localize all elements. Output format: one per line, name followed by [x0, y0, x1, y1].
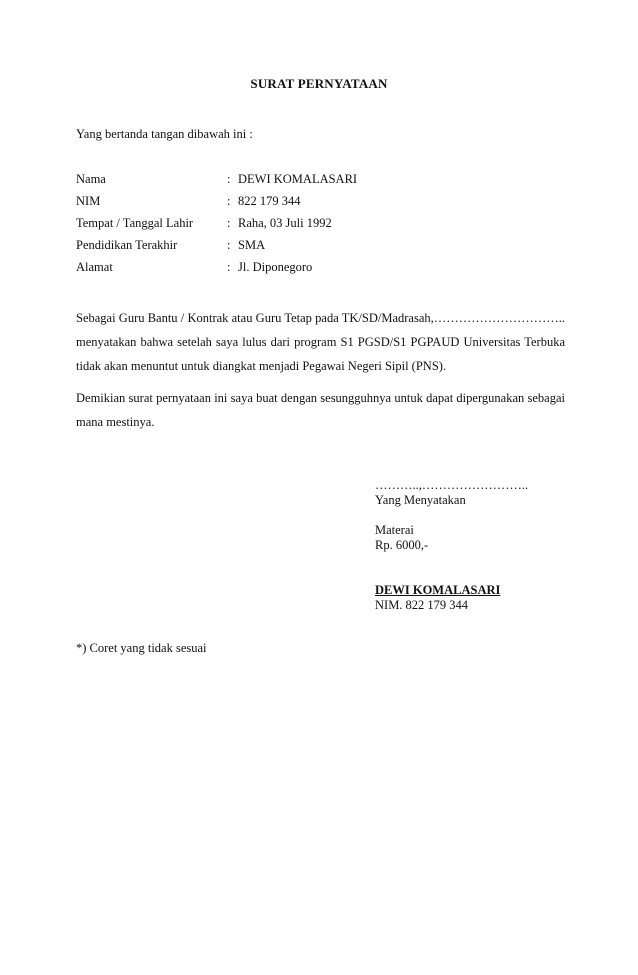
document-title: SURAT PERNYATAAN — [250, 76, 388, 91]
identity-label: NIM — [76, 194, 101, 208]
closing-paragraph: Demikian surat pernyataan ini saya buat dengan sesungguhnya untuk dapat dipergunakan sebagai mana mestinya. — [76, 391, 565, 429]
place-date-line: ………..,…………………….. — [375, 478, 529, 492]
identity-label: Nama — [76, 172, 106, 186]
identity-row-education — [76, 238, 357, 260]
identity-colon: : — [227, 194, 231, 208]
identity-label: Pendidikan Terakhir — [76, 238, 178, 252]
statement-paragraph: Sebagai Guru Bantu / Kontrak atau Guru Tetap pada TK/SD/Madrasah,………………………….. menyatakan bahwa setelah saya lulus dari program S1 PGSD/S1 PGPAUD Universitas Terbuka tidak akan menuntut untuk diangkat menjadi Pegawai Negeri Sipil (PNS). — [76, 311, 565, 373]
signature-block — [375, 478, 528, 613]
signer-nim: NIM. 822 179 344 — [375, 598, 469, 612]
identity-value: 822 179 344 — [238, 194, 301, 208]
identity-colon: : — [227, 172, 231, 186]
identity-label: Alamat — [76, 260, 113, 274]
identity-colon: : — [227, 260, 231, 274]
stamp-label: Materai — [375, 523, 414, 537]
declarant-label: Yang Menyatakan — [375, 493, 466, 507]
identity-row-name — [76, 172, 357, 194]
identity-row-nim — [76, 194, 357, 216]
identity-table — [76, 172, 357, 282]
identity-value: Raha, 03 Juli 1992 — [238, 216, 332, 230]
intro-text: Yang bertanda tangan dibawah ini : — [76, 127, 253, 141]
identity-row-birth — [76, 216, 357, 238]
identity-label: Tempat / Tanggal Lahir — [76, 216, 194, 230]
identity-colon: : — [227, 216, 231, 230]
identity-value: DEWI KOMALASARI — [238, 172, 358, 186]
identity-value: Jl. Diponegoro — [238, 260, 313, 274]
identity-colon: : — [227, 238, 231, 252]
stamp-value: Rp. 6000,- — [375, 538, 429, 552]
identity-value: SMA — [238, 238, 266, 252]
signer-name: DEWI KOMALASARI — [375, 583, 501, 597]
identity-row-address — [76, 260, 357, 282]
footnote: *) Coret yang tidak sesuai — [76, 641, 207, 655]
